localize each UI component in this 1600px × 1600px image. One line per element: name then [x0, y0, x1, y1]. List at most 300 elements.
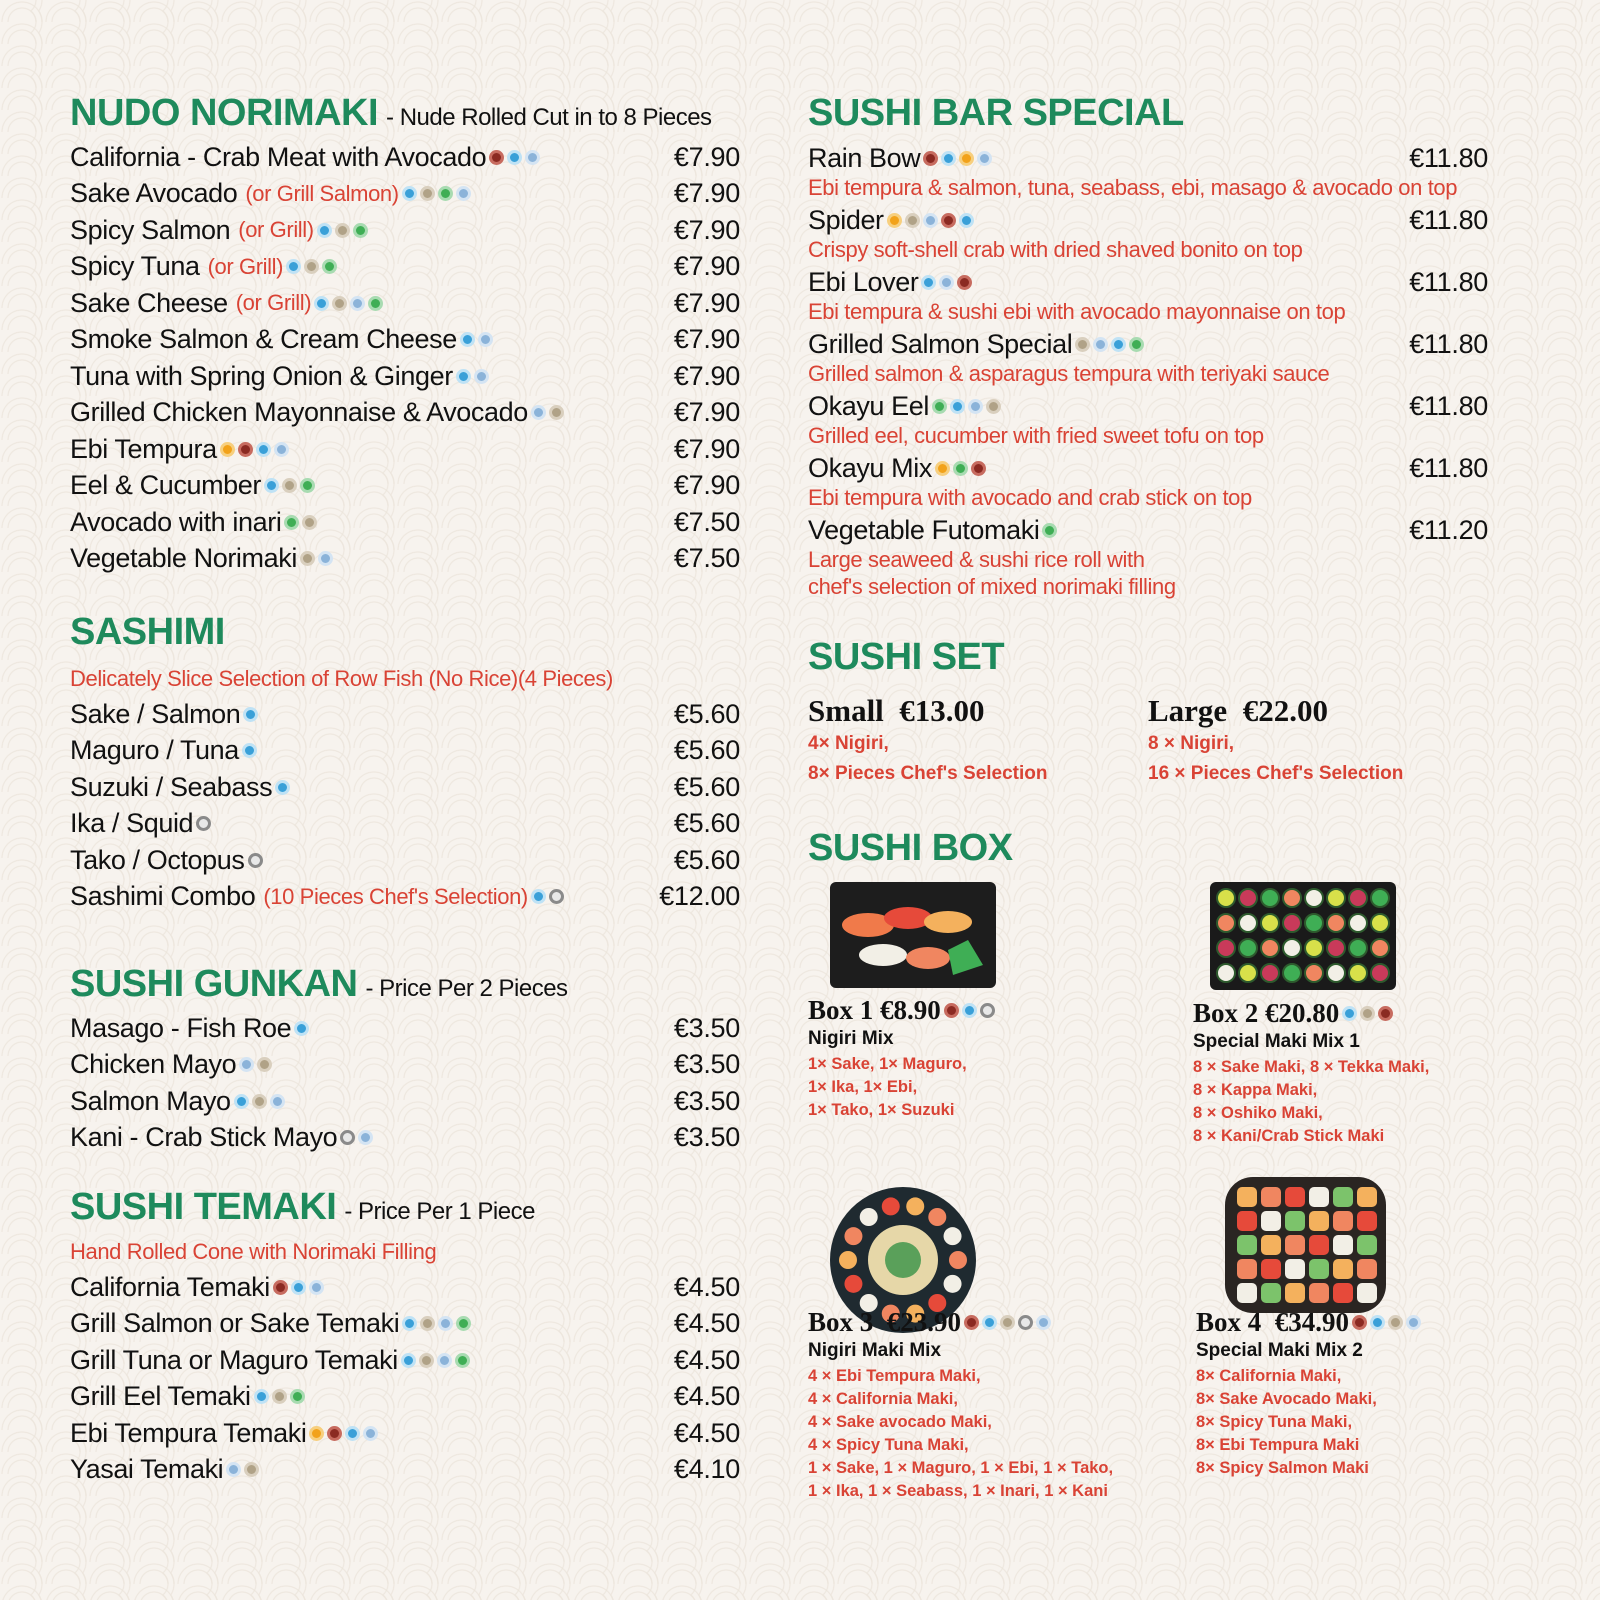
- set-small-title: Small €13.00: [808, 693, 985, 728]
- box-title-row: [1193, 998, 1533, 1029]
- milk-allergen-icon: [939, 275, 954, 290]
- maki-piece: [1309, 1187, 1329, 1207]
- sushi-piece: [949, 1251, 967, 1269]
- special-item-name: Rain Bow: [808, 143, 921, 173]
- menu-item: [70, 431, 740, 468]
- temaki-subtitle: - Price Per 1 Piece: [344, 1198, 535, 1225]
- menu-item-alt: (or Grill Salmon): [245, 180, 399, 206]
- menu-item-name-wrap: [70, 735, 257, 766]
- special-item-desc: Ebi tempura & salmon, tuna, seabass, ebi, masago & avocado on top: [808, 175, 1458, 200]
- special-name-wrap: [808, 515, 1057, 546]
- menu-item-price: €4.50: [673, 1381, 740, 1412]
- menu-item-price: €7.90: [673, 360, 740, 391]
- box-content-line: 4 × Spicy Tuna Maki,: [808, 1436, 969, 1454]
- maki-piece: [1305, 889, 1323, 907]
- menu-item-name: Maguro / Tuna: [70, 735, 239, 766]
- maki-piece: [1237, 1283, 1257, 1303]
- maki-piece: [1309, 1235, 1329, 1255]
- menu-item-name-wrap: [70, 1345, 470, 1376]
- menu-item: [70, 1083, 740, 1120]
- allergen-icons: [286, 259, 337, 274]
- menu-item-name: Yasai Temaki: [70, 1454, 224, 1485]
- maki-piece: [1217, 914, 1235, 932]
- maki-piece: [1217, 939, 1235, 957]
- maki-piece: [1285, 1283, 1305, 1303]
- special-item-desc: chef's selection of mixed norimaki filling: [808, 574, 1176, 599]
- maki-piece: [1217, 889, 1235, 907]
- box-title-row: [1196, 1307, 1536, 1338]
- maki-piece: [1261, 914, 1279, 932]
- menu-item-name-wrap: [70, 470, 315, 501]
- egg-allergen-icon: [302, 515, 317, 530]
- special-item-price: €11.20: [1409, 515, 1488, 545]
- menu-list: [70, 1010, 740, 1156]
- fish-allergen-icon: [242, 743, 257, 758]
- box-1: [808, 995, 1148, 1122]
- menu-item: [70, 733, 740, 770]
- allergen-icons: [314, 296, 383, 311]
- menu-item-price: €7.50: [673, 543, 740, 574]
- menu-item: [70, 769, 740, 806]
- special-item-name: Spider: [808, 205, 884, 235]
- sashimi-title: SASHIMI: [70, 611, 225, 653]
- veg-allergen-icon: [284, 515, 299, 530]
- gluten-allergen-icon: [220, 442, 235, 457]
- fish-allergen-icon: [460, 332, 475, 347]
- allergen-icons: [460, 332, 493, 347]
- fish-allergen-icon: [1370, 1315, 1385, 1330]
- temaki-section: [70, 1186, 740, 1488]
- menu-item: [70, 285, 740, 322]
- set-large-line: 8 × Nigiri,: [1148, 733, 1235, 754]
- egg-allergen-icon: [304, 259, 319, 274]
- menu-item-price: €7.90: [673, 433, 740, 464]
- menu-item-name: Masago - Fish Roe: [70, 1012, 292, 1043]
- shell-allergen-icon: [248, 853, 263, 868]
- fish-allergen-icon: [264, 478, 279, 493]
- maki-piece: [1261, 1235, 1281, 1255]
- menu-item-price: €3.50: [673, 1085, 740, 1116]
- maki-piece: [1371, 914, 1389, 932]
- allergen-icons: [944, 1003, 995, 1018]
- menu-item-name-wrap: [70, 324, 493, 355]
- menu-item-price: €4.50: [673, 1271, 740, 1302]
- box-content-line: 8 × Sake Maki, 8 × Tekka Maki,: [1193, 1058, 1430, 1076]
- maki-piece: [1349, 939, 1367, 957]
- maki-piece: [1239, 889, 1257, 907]
- maki-piece: [1349, 964, 1367, 982]
- allergen-icons: [1075, 337, 1144, 352]
- sashimi-section: [70, 611, 740, 915]
- menu-item: [70, 1379, 740, 1416]
- egg-allergen-icon: [419, 1353, 434, 1368]
- maki-piece: [1237, 1235, 1257, 1255]
- maki-piece: [1333, 1283, 1353, 1303]
- special-item-price: €11.80: [1409, 143, 1488, 173]
- veg-allergen-icon: [353, 223, 368, 238]
- maki-piece: [1371, 889, 1389, 907]
- maki-piece: [1357, 1283, 1377, 1303]
- special-item: [808, 453, 1488, 511]
- crab-allergen-icon: [327, 1426, 342, 1441]
- menu-item-price: €7.90: [673, 251, 740, 282]
- milk-allergen-icon: [274, 442, 289, 457]
- egg-allergen-icon: [1075, 337, 1090, 352]
- sushi-piece: [906, 1197, 924, 1215]
- allergen-icons: [243, 707, 258, 722]
- menu-item-name-wrap: [70, 1418, 378, 1449]
- egg-allergen-icon: [420, 1316, 435, 1331]
- menu-item-price: €5.60: [673, 735, 740, 766]
- set-small: [808, 693, 1148, 789]
- menu-item-name-wrap: [70, 1454, 259, 1485]
- special-name-wrap: [808, 205, 974, 236]
- set-section: [808, 636, 1488, 789]
- crab-allergen-icon: [1352, 1315, 1367, 1330]
- box-content-line: 1× Tako, 1× Suzuki: [808, 1101, 955, 1119]
- menu-item-price: €7.90: [673, 470, 740, 501]
- maki-piece: [1349, 914, 1367, 932]
- special-item-desc: Grilled eel, cucumber with fried sweet tofu on top: [808, 423, 1264, 448]
- allergen-icons: [935, 461, 986, 476]
- menu-item: [70, 1047, 740, 1084]
- menu-item-price: €4.10: [673, 1454, 740, 1485]
- menu-item-name-wrap: [70, 178, 471, 209]
- fish-allergen-icon: [256, 442, 271, 457]
- allergen-icons: [284, 515, 317, 530]
- fish-allergen-icon: [921, 275, 936, 290]
- nudo-subtitle: - Nude Rolled Cut in to 8 Pieces: [386, 104, 712, 131]
- sushi-piece: [839, 1251, 857, 1269]
- menu-item-name: Tako / Octopus: [70, 844, 245, 875]
- special-item: [808, 391, 1488, 449]
- maki-piece: [1327, 889, 1345, 907]
- box-content-line: 8× Spicy Tuna Maki,: [1196, 1413, 1353, 1431]
- menu-item-price: €4.50: [673, 1417, 740, 1448]
- box-content-line: 8× Spicy Salmon Maki: [1196, 1459, 1369, 1477]
- menu-item: [70, 879, 740, 916]
- menu-item: [70, 806, 740, 843]
- allergen-icons: [300, 551, 333, 566]
- box-content-line: 4 × Sake avocado Maki,: [808, 1413, 992, 1431]
- veg-allergen-icon: [300, 478, 315, 493]
- menu-item-name: Ebi Tempura: [70, 433, 217, 464]
- shell-allergen-icon: [196, 816, 211, 831]
- veg-allergen-icon: [290, 1389, 305, 1404]
- fish-allergen-icon: [941, 151, 956, 166]
- maki-piece: [1237, 1259, 1257, 1279]
- menu-item-name: Sake Cheese: [70, 287, 228, 318]
- menu-item-name-wrap: [70, 845, 263, 876]
- box-4-photo: [1223, 1175, 1388, 1315]
- maki-piece: [1333, 1235, 1353, 1255]
- maki-piece: [1239, 914, 1257, 932]
- box-content-line: 8× Sake Avocado Maki,: [1196, 1390, 1377, 1408]
- box-content-line: 1× Ika, 1× Ebi,: [808, 1078, 918, 1096]
- sushi-piece: [844, 1227, 862, 1245]
- maki-piece: [1327, 964, 1345, 982]
- menu-item-name-wrap: [70, 699, 258, 730]
- veg-allergen-icon: [1129, 337, 1144, 352]
- gluten-allergen-icon: [309, 1426, 324, 1441]
- menu-list: [70, 1269, 740, 1488]
- egg-allergen-icon: [244, 1462, 259, 1477]
- milk-allergen-icon: [318, 551, 333, 566]
- allergen-icons: [248, 853, 263, 868]
- menu-list: [70, 139, 740, 577]
- nudo-title: NUDO NORIMAKI: [70, 92, 379, 134]
- milk-allergen-icon: [1036, 1315, 1051, 1330]
- allergen-icons: [489, 150, 540, 165]
- special-name-wrap: [808, 267, 972, 298]
- box-1-photo: [828, 880, 998, 990]
- crab-allergen-icon: [964, 1315, 979, 1330]
- egg-allergen-icon: [986, 399, 1001, 414]
- maki-piece: [1283, 914, 1301, 932]
- menu-item-name-wrap: [70, 142, 540, 173]
- maki-piece: [1349, 889, 1367, 907]
- allergen-icons: [921, 275, 972, 290]
- set-small-line: 8× Pieces Chef's Selection: [808, 763, 1048, 784]
- crab-allergen-icon: [923, 151, 938, 166]
- box-2-photo: [1208, 880, 1398, 992]
- crab-allergen-icon: [273, 1280, 288, 1295]
- allergen-icons: [264, 478, 315, 493]
- special-item-name: Ebi Lover: [808, 267, 919, 297]
- milk-allergen-icon: [1093, 337, 1108, 352]
- fish-allergen-icon: [982, 1315, 997, 1330]
- menu-item-name: Grill Tuna or Maguro Temaki: [70, 1344, 398, 1375]
- box-subtitle: Nigiri Mix: [808, 1028, 894, 1049]
- box-content-line: 8× Ebi Tempura Maki: [1196, 1436, 1360, 1454]
- menu-item-name-wrap: [70, 434, 289, 465]
- menu-item-name-wrap: [70, 772, 290, 803]
- veg-allergen-icon: [438, 186, 453, 201]
- allergen-icons: [531, 405, 564, 420]
- maki-piece: [1309, 1283, 1329, 1303]
- maki-piece: [1217, 964, 1235, 982]
- menu-item: [70, 176, 740, 213]
- milk-allergen-icon: [1406, 1315, 1421, 1330]
- special-item: [808, 267, 1488, 325]
- menu-item-name-wrap: [70, 881, 564, 912]
- allergen-icons: [226, 1462, 259, 1477]
- box-content-line: 8× California Maki,: [1196, 1367, 1342, 1385]
- maki-piece: [1305, 939, 1323, 957]
- fish-allergen-icon: [243, 707, 258, 722]
- special-name-wrap: [808, 453, 986, 484]
- menu-item-price: €3.50: [673, 1122, 740, 1153]
- fish-allergen-icon: [317, 223, 332, 238]
- menu-item-price: €5.60: [673, 808, 740, 839]
- box-price-title: Box 4 €34.90: [1196, 1307, 1350, 1337]
- menu-item: [70, 212, 740, 249]
- menu-item: [70, 504, 740, 541]
- menu-item-name: Spicy Tuna: [70, 251, 200, 282]
- special-item-name: Grilled Salmon Special: [808, 329, 1073, 359]
- fish-allergen-icon: [291, 1280, 306, 1295]
- menu-item-name-wrap: [70, 1013, 309, 1044]
- special-item: [808, 329, 1488, 387]
- veg-allergen-icon: [456, 1316, 471, 1331]
- maki-piece: [1309, 1211, 1329, 1231]
- maki-piece: [1261, 1259, 1281, 1279]
- maki-piece: [1327, 939, 1345, 957]
- menu-item-name-wrap: [70, 507, 317, 538]
- special-item-name: Vegetable Futomaki: [808, 515, 1040, 545]
- special-item-price: €11.80: [1409, 329, 1488, 359]
- menu-item: [70, 1452, 740, 1489]
- allergen-icons: [401, 1353, 470, 1368]
- egg-allergen-icon: [300, 551, 315, 566]
- menu-item-price: €12.00: [659, 881, 740, 912]
- menu-item-name: California Temaki: [70, 1271, 270, 1302]
- shell-allergen-icon: [549, 889, 564, 904]
- allergen-icons: [242, 743, 257, 758]
- milk-allergen-icon: [968, 399, 983, 414]
- menu-item: [70, 1342, 740, 1379]
- maki-piece: [1333, 1211, 1353, 1231]
- special-item-desc: Large seaweed & sushi rice roll with: [808, 547, 1145, 572]
- allergen-icons: [887, 213, 974, 228]
- maki-piece: [1357, 1235, 1377, 1255]
- fish-allergen-icon: [286, 259, 301, 274]
- box-content-line: 8 × Kani/Crab Stick Maki: [1193, 1127, 1385, 1145]
- fish-allergen-icon: [507, 150, 522, 165]
- menu-item-price: €7.90: [673, 397, 740, 428]
- maki-piece: [1283, 939, 1301, 957]
- egg-allergen-icon: [282, 478, 297, 493]
- menu-item-name-wrap: [70, 288, 383, 319]
- maki-piece: [1261, 939, 1279, 957]
- crab-allergen-icon: [1378, 1006, 1393, 1021]
- special-item-name: Okayu Mix: [808, 453, 932, 483]
- egg-allergen-icon: [257, 1057, 272, 1072]
- veg-allergen-icon: [1042, 523, 1057, 538]
- menu-item-name: Avocado with inari: [70, 506, 282, 537]
- allergen-icons: [220, 442, 289, 457]
- menu-item: [70, 1269, 740, 1306]
- crab-allergen-icon: [489, 150, 504, 165]
- milk-allergen-icon: [474, 369, 489, 384]
- milk-allergen-icon: [358, 1130, 373, 1145]
- veg-allergen-icon: [953, 461, 968, 476]
- fish-allergen-icon: [314, 296, 329, 311]
- menu-item-name-wrap: [70, 1049, 272, 1080]
- allergen-icons: [402, 1316, 471, 1331]
- allergen-icons: [1352, 1315, 1421, 1330]
- special-name-wrap: [808, 391, 1001, 422]
- fish-allergen-icon: [254, 1389, 269, 1404]
- maki-piece: [1285, 1211, 1305, 1231]
- box-content-line: 4 × California Maki,: [808, 1390, 958, 1408]
- special-item-price: €11.80: [1409, 267, 1488, 297]
- menu-item: [70, 696, 740, 733]
- nudo-section: [70, 92, 740, 577]
- menu-item-alt: (10 Pieces Chef's Selection): [263, 883, 528, 909]
- allergen-icons: [456, 369, 489, 384]
- menu-item: [70, 1415, 740, 1452]
- set-large-line: 16 × Pieces Chef's Selection: [1148, 763, 1404, 784]
- veg-allergen-icon: [455, 1353, 470, 1368]
- special-item-price: €11.80: [1409, 453, 1488, 483]
- shell-allergen-icon: [1018, 1315, 1033, 1330]
- maki-piece: [1309, 1259, 1329, 1279]
- maki-piece: [1237, 1187, 1257, 1207]
- menu-item-name-wrap: [70, 397, 564, 428]
- box-subtitle: Special Maki Mix 1: [1193, 1031, 1360, 1052]
- menu-item-name: Grill Eel Temaki: [70, 1381, 251, 1412]
- menu-item-price: €7.90: [673, 214, 740, 245]
- menu-item-name-wrap: [70, 251, 337, 282]
- fish-allergen-icon: [531, 889, 546, 904]
- special-section: [808, 92, 1488, 600]
- veg-allergen-icon: [368, 296, 383, 311]
- gluten-allergen-icon: [959, 151, 974, 166]
- left-column: [70, 92, 740, 1488]
- crab-allergen-icon: [957, 275, 972, 290]
- menu-item-price: €7.90: [673, 287, 740, 318]
- egg-allergen-icon: [549, 405, 564, 420]
- milk-allergen-icon: [456, 186, 471, 201]
- set-small-line: 4× Nigiri,: [808, 733, 889, 754]
- allergen-icons: [1042, 523, 1057, 538]
- special-item-name: Okayu Eel: [808, 391, 929, 421]
- maki-piece: [1261, 1211, 1281, 1231]
- egg-allergen-icon: [1000, 1315, 1015, 1330]
- box-price-title: Box 1 €8.90: [808, 995, 941, 1025]
- box-content-line: 8 × Oshiko Maki,: [1193, 1104, 1323, 1122]
- menu-item-name: Spicy Salmon: [70, 214, 231, 245]
- sushi-piece: [882, 1197, 900, 1215]
- menu-item-alt: (or Grill): [235, 290, 312, 316]
- box-title-row: [808, 1307, 1148, 1338]
- menu-item-name: Sake Avocado: [70, 178, 238, 209]
- sushi-piece: [944, 1227, 962, 1245]
- fish-allergen-icon: [1111, 337, 1126, 352]
- menu-item-price: €4.50: [673, 1344, 740, 1375]
- milk-allergen-icon: [478, 332, 493, 347]
- box-title: SUSHI BOX: [808, 827, 1013, 869]
- menu-item-name: Kani - Crab Stick Mayo: [70, 1122, 338, 1153]
- milk-allergen-icon: [309, 1280, 324, 1295]
- maki-piece: [1333, 1259, 1353, 1279]
- menu-item-price: €4.50: [673, 1308, 740, 1339]
- maki-piece: [1305, 964, 1323, 982]
- allergen-icons: [234, 1094, 285, 1109]
- menu-item-name: Grill Salmon or Sake Temaki: [70, 1308, 400, 1339]
- menu-item: [70, 1306, 740, 1343]
- fish-allergen-icon: [401, 1353, 416, 1368]
- fish-allergen-icon: [950, 399, 965, 414]
- box-content-line: 4 × Ebi Tempura Maki,: [808, 1367, 981, 1385]
- gunkan-title: SUSHI GUNKAN: [70, 963, 358, 1005]
- menu-item-price: €5.60: [673, 698, 740, 729]
- maki-piece: [1261, 889, 1279, 907]
- menu-item: [70, 468, 740, 505]
- egg-allergen-icon: [420, 186, 435, 201]
- temaki-title: SUSHI TEMAKI: [70, 1186, 337, 1228]
- menu-item-name: Sake / Salmon: [70, 698, 241, 729]
- maki-piece: [1261, 964, 1279, 982]
- fish-allergen-icon: [1342, 1006, 1357, 1021]
- gunkan-section: [70, 963, 740, 1156]
- menu-item-price: €3.50: [673, 1012, 740, 1043]
- crab-allergen-icon: [944, 1003, 959, 1018]
- special-item-price: €11.80: [1409, 391, 1488, 421]
- special-list: [808, 143, 1488, 600]
- menu-item-price: €7.90: [673, 141, 740, 172]
